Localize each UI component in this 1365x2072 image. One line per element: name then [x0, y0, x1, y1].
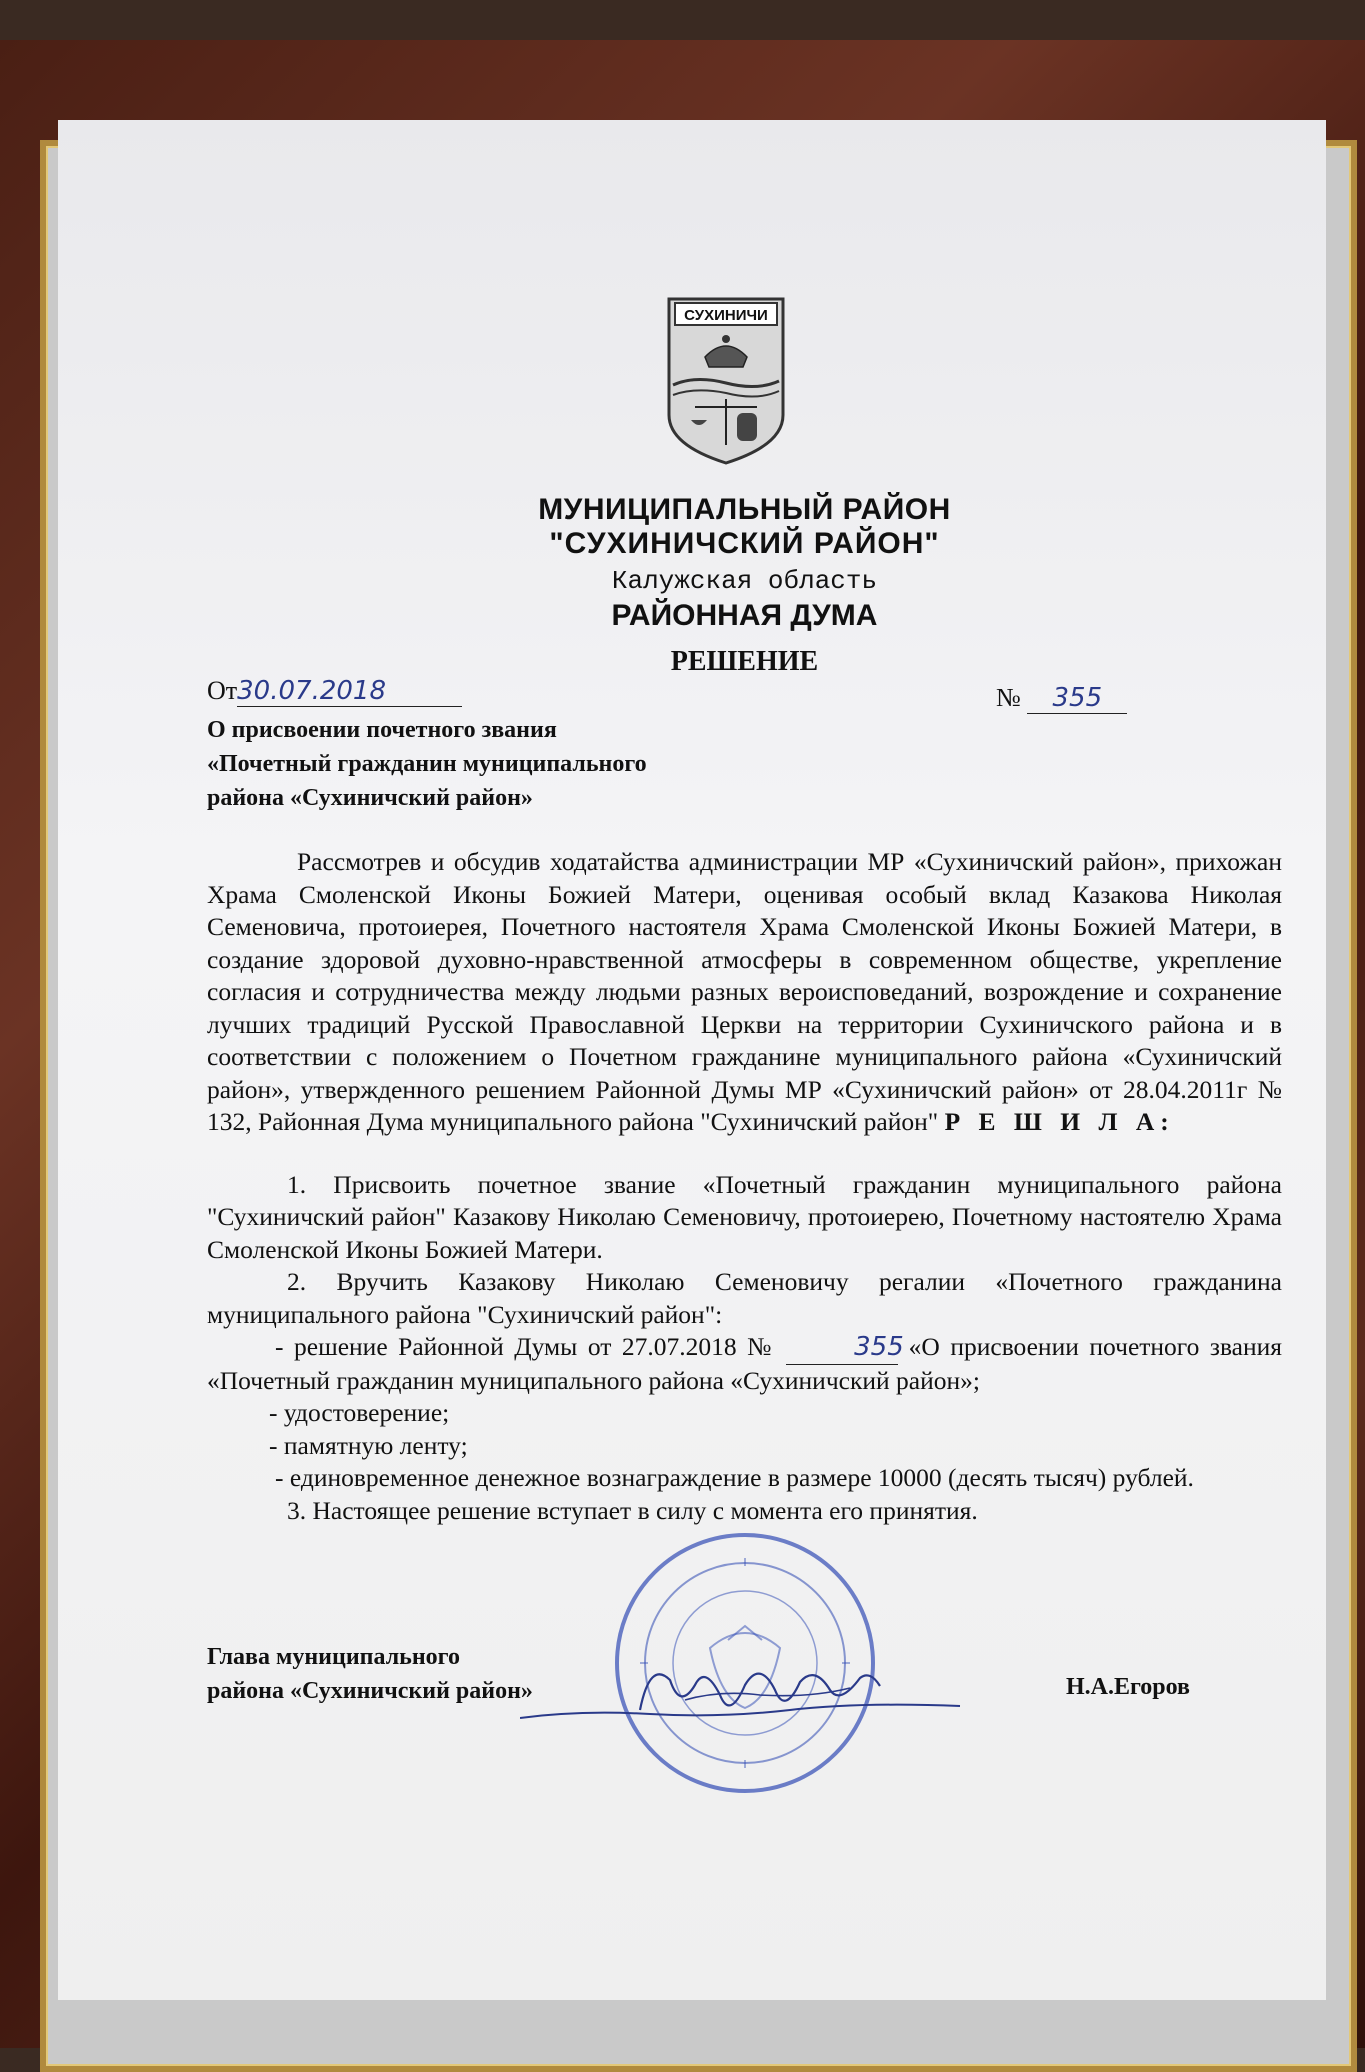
document-date: [207, 676, 462, 707]
header-region: Калужская область: [611, 566, 878, 596]
sub-item-reward: - единовременное денежное вознаграждение в размере 10000 (десять тысяч) рублей.: [275, 1463, 1194, 1492]
intro-paragraph: [207, 846, 1282, 1139]
number-value: 355: [1027, 683, 1127, 714]
document-body: [207, 846, 1282, 1527]
sub1-suffix: «О присвоении почетного звания «Почетный гражданин муниципального района «Сухиничский район»;: [207, 1332, 1283, 1395]
number-prefix: №: [996, 683, 1021, 712]
document-type: РЕШЕНИЕ: [670, 646, 819, 677]
sub1-prefix: - решение Районной Думы от 27.07.2018 №: [275, 1332, 776, 1361]
signatory-name: Н.А.Егоров: [1066, 1674, 1191, 1700]
header-municipality: МУНИЦИПАЛЬНЫЙ РАЙОН: [538, 493, 951, 526]
document-number: [996, 683, 1127, 714]
document-subject: [207, 713, 767, 815]
subject-line-2: «Почетный гражданин муниципального: [207, 751, 647, 777]
date-value: 30.07.2018: [237, 676, 462, 707]
item-2: 2. Вручить Казакову Николаю Семеновичу регалии «Почетного гражданина муниципального района "Сухиничский район":: [207, 1267, 1282, 1329]
signatory-title-line-1: Глава муниципального: [207, 1644, 460, 1670]
crest-banner: СУХИНИЧИ: [684, 307, 768, 324]
sub-item-decision: [207, 1331, 1282, 1397]
handwritten-signature-icon: [520, 1640, 980, 1750]
signatory-title: [207, 1640, 533, 1708]
signatory-title-line-2: района «Сухиничский район»: [207, 1678, 533, 1704]
sub-item-ribbon: - памятную ленту;: [269, 1430, 468, 1460]
date-prefix: От: [207, 676, 238, 705]
sub-item-certificate: - удостоверение;: [269, 1398, 450, 1427]
subject-line-1: О присвоении почетного звания: [207, 717, 557, 743]
sub1-number: 355: [786, 1331, 898, 1365]
subject-line-3: района «Сухиничский район»: [207, 785, 533, 811]
item-3: 3. Настоящее решение вступает в силу с момента его принятия.: [287, 1495, 978, 1525]
header-district: "СУХИНИЧСКИЙ РАЙОН": [549, 527, 940, 560]
item-1: 1. Присвоить почетное звание «Почетный гражданин муниципального района "Сухиничский район" Казакову Николаю Семеновичу, протоиерею, Почетному настоятелю Храма Смоленской Иконы Божией Матери.: [207, 1169, 1282, 1264]
header-duma: РАЙОННАЯ ДУМА: [611, 599, 878, 632]
coat-of-arms-icon: [665, 295, 787, 465]
intro-text: Рассмотрев и обсудив ходатайства администрации МР «Сухиничский район», прихожан Храма Смоленской Иконы Божией Матери, оценивая особый вклад Казакова Николая Семеновича, протоиерея, Почетного настоятеля Храма Смоленской Иконы Божией Матери, в создание здоровой духовно-нравственной атмосферы в современном обществе, укрепление согласия и сотрудничества между людьми разных вероисповеданий, возрождение и сохранение лучших традиций Русской Православной Церкви на территории Сухиничского района и в соответствии с положением о Почетном гражданине муниципального района «Сухиничский район», утвержденного решением Районной Думы МР «Сухиничский район» от 28.04.2011г № 132, Районная Дума муниципального района "Сухиничский район": [207, 847, 1282, 1136]
decided-word: Р Е Ш И Л А:: [944, 1107, 1175, 1136]
